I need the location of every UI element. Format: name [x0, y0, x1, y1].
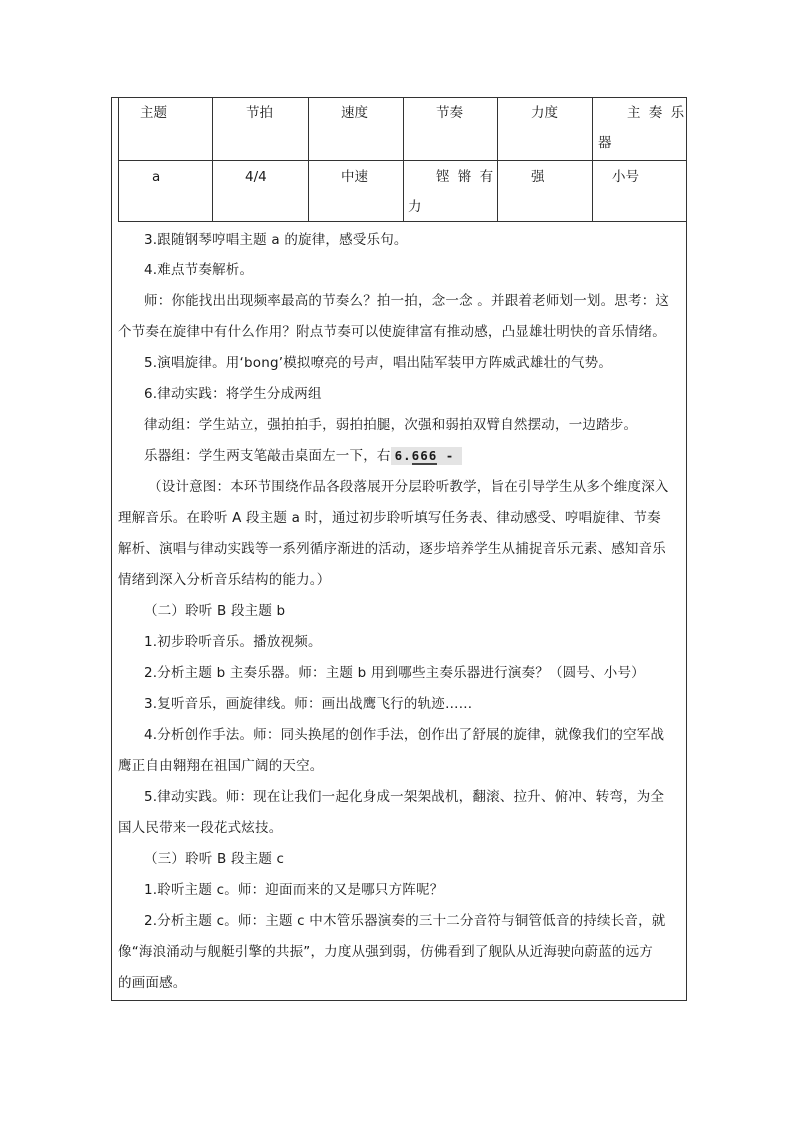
notation-short-notes: 666 — [411, 448, 438, 463]
cell-rhythm-line1: 铿 锵 有 — [436, 169, 496, 185]
cell-meter: 4/4 — [245, 169, 267, 185]
paragraph: 4.难点节奏解析。 — [144, 262, 254, 278]
header-dynamics: 力度 — [531, 105, 558, 121]
paragraph: 2.分析主题 c。师：主题 c 中木管乐器演奏的三十二分音符与铜管低音的持续长音，就 — [144, 913, 666, 929]
paragraph: 像“海浪涌动与舰艇引擎的共振”，力度从强到弱，仿佛看到了舰队从近海驶向蔚蓝的远方 — [118, 944, 653, 960]
paragraph: 理解音乐。在聆听 A 段主题 a 时，通过初步聆听填写任务表、律动感受、哼唱旋律、节奏 — [118, 510, 661, 526]
paragraph — [144, 444, 706, 468]
cell-instrument: 小号 — [612, 169, 639, 185]
paragraph: 3.复听音乐，画旋律线。师：画出战鹰飞行的轨迹…… — [144, 696, 473, 712]
cell-tempo: 中速 — [341, 169, 368, 185]
paragraph: 解析、演唱与律动实践等一系列循序渐进的活动，逐步培养学生从捕捉音乐元素、感知音乐 — [118, 541, 666, 557]
header-instrument-line1: 主 奏 乐 — [627, 105, 687, 121]
paragraph: 个节奏在旋律中有什么作用？附点节奏可以使旋律富有推动感，凸显雄壮明快的音乐情绪。 — [118, 324, 666, 340]
paragraph: 2.分析主题 b 主奏乐器。师：主题 b 用到哪些主奏乐器进行演奏？（圆号、小号） — [144, 665, 645, 681]
paragraph: 情绪到深入分析音乐结构的能力。） — [118, 572, 331, 588]
section-heading: （三）聆听 B 段主题 c — [144, 851, 285, 867]
header-meter: 节拍 — [246, 105, 273, 121]
paragraph: 国人民带来一段花式炫技。 — [118, 820, 283, 836]
paragraph: 5.演唱旋律。用‘bong’模拟嘹亮的号声，唱出陆军装甲方阵威武雄壮的气势。 — [144, 355, 613, 371]
paragraph: 1.初步聆听音乐。播放视频。 — [144, 634, 322, 650]
paragraph-text: 乐器组：学生两支笔敲击桌面左一下，右 — [144, 448, 391, 464]
header-instrument-line2: 器 — [598, 135, 612, 151]
paragraph: 鹰正自由翱翔在祖国广阔的天空。 — [118, 758, 324, 774]
table-row-divider — [118, 160, 687, 161]
header-tempo: 速度 — [341, 105, 368, 121]
paragraph: 3.跟随钢琴哼唱主题 a 的旋律，感受乐句。 — [144, 232, 408, 248]
paragraph: （设计意图：本环节围绕作品各段落展开分层聆听教学，旨在引导学生从多个维度深入 — [148, 479, 669, 495]
header-theme: 主题 — [140, 105, 167, 121]
paragraph: 4.分析创作手法。师：同头换尾的创作手法，创作出了舒展的旋律，就像我们的空军战 — [144, 727, 665, 743]
paragraph: 6.律动实践：将学生分成两组 — [144, 386, 322, 402]
notation-dash: - — [437, 448, 455, 463]
paragraph: 律动组：学生站立，强拍拍手，弱拍拍腿，次强和弱拍双臂自然摆动，一边踏步。 — [144, 417, 638, 433]
rhythm-notation-image — [391, 447, 463, 465]
cell-rhythm-line2: 力 — [408, 199, 422, 215]
cell-dynamics: 强 — [531, 169, 545, 185]
paragraph: 1.聆听主题 c。师：迎面而来的又是哪只方阵呢？ — [144, 882, 444, 898]
notation-dotted-note: 6. — [394, 448, 412, 463]
paragraph: 5.律动实践。师：现在让我们一起化身成一架架战机，翻滚、拉升、俯冲、转弯，为全 — [144, 789, 665, 805]
section-heading: （二）聆听 B 段主题 b — [144, 603, 286, 619]
header-rhythm: 节奏 — [436, 105, 463, 121]
paragraph: 的画面感。 — [118, 975, 187, 991]
paragraph: 师：你能找出出现频率最高的节奏么？拍一拍，念一念 。并跟着老师划一划。思考：这 — [144, 293, 670, 309]
cell-theme: a — [152, 169, 161, 185]
